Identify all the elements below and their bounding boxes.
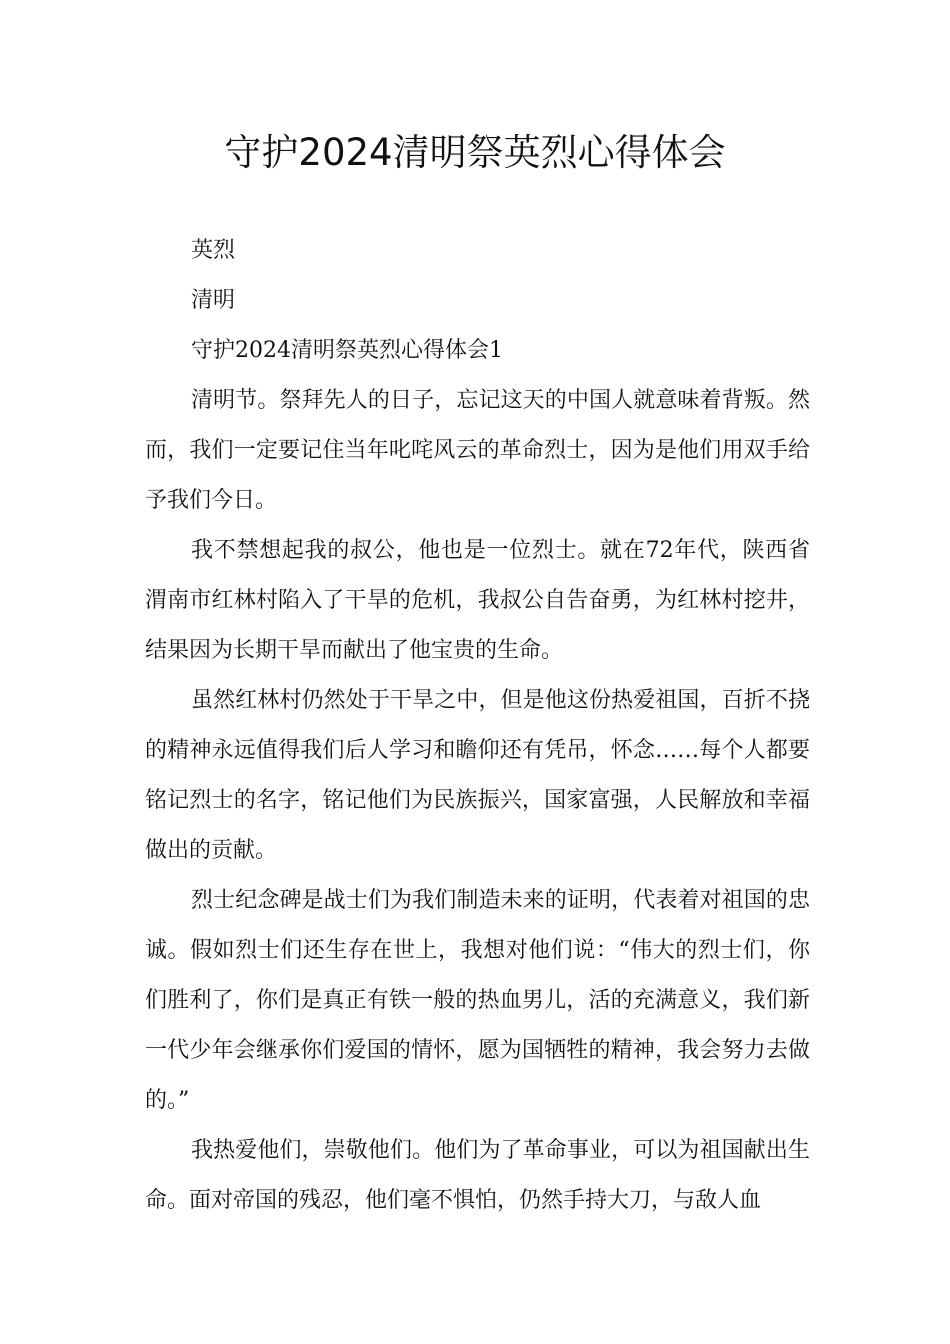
paragraph: 虽然红林村仍然处于干旱之中，但是他这份热爱祖国，百折不挠的精神永远值得我们后人学习和瞻仰还有凭吊，怀念……每个人都要铭记烈士的名字，铭记他们为民族振兴，国家富强，人民解放和幸福做出的贡献。: [145, 688, 810, 863]
keyword-line: 清明: [191, 288, 236, 313]
paragraph: 烈士纪念碑是战士们为我们制造未来的证明，代表着对祖国的忠诚。假如烈士们还生存在世上，我想对他们说：“伟大的烈士们，你们胜利了，你们是真正有铁一般的热血男儿，活的充满意义，我们新一代少年会继承你们爱国的情怀，愿为国牺牲的精神，我会努力去做的。”: [145, 888, 810, 1113]
paragraph: 我热爱他们，崇敬他们。他们为了革命事业，可以为祖国献出生命。面对帝国的残忍，他们毫不惧怕，仍然手持大刀，与敌人血: [145, 1138, 810, 1213]
keyword-line: 英烈: [191, 238, 236, 263]
document-title: 守护2024清明祭英烈心得体会: [224, 131, 726, 174]
paragraph: 清明节。祭拜先人的日子，忘记这天的中国人就意味着背叛。然而，我们一定要记住当年叱咤风云的革命烈士，因为是他们用双手给予我们今日。: [145, 388, 810, 513]
section-heading: 守护2024清明祭英烈心得体会1: [191, 338, 503, 363]
document-body: [145, 226, 810, 1226]
paragraph: 我不禁想起我的叔公，他也是一位烈士。就在72年代，陕西省渭南市红林村陷入了干旱的危机，我叔公自告奋勇，为红林村挖井，结果因为长期干旱而献出了他宝贵的生命。: [145, 538, 810, 663]
